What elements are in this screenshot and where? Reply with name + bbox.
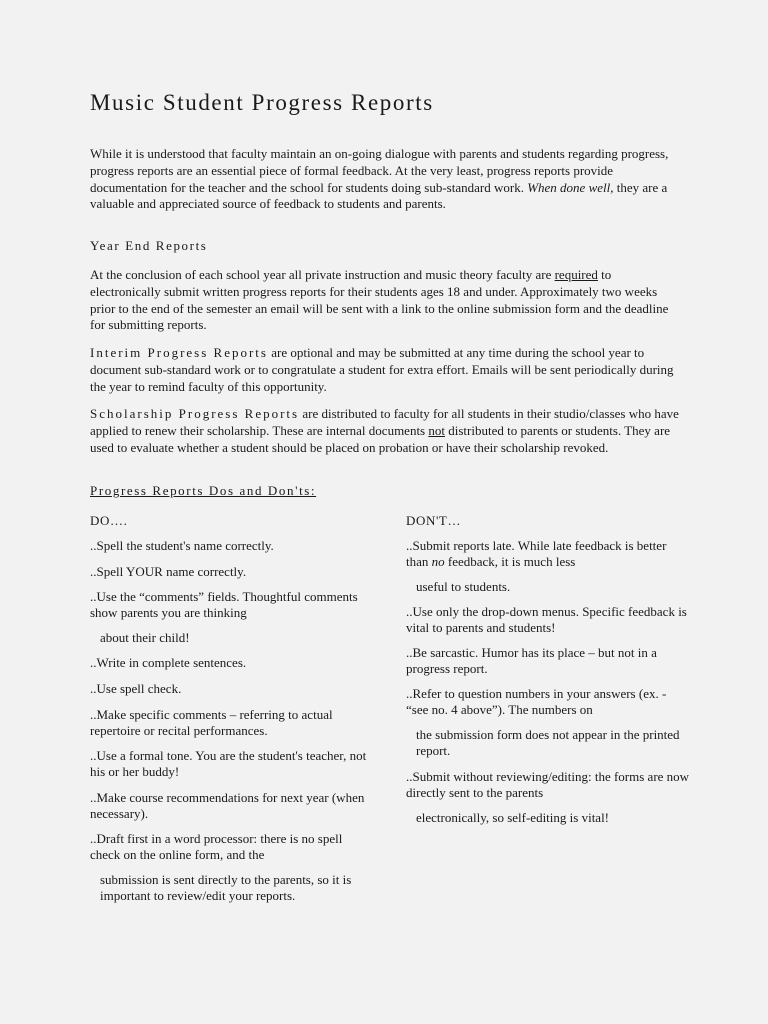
dont-item-continued: useful to students. (416, 579, 511, 594)
interim-lead: Interim Progress Reports (90, 345, 268, 360)
scholarship-lead: Scholarship Progress Reports (90, 406, 300, 421)
dont-item-text: ..Submit reports late. While late feedback is better than (406, 538, 667, 569)
year-end-paragraph (90, 267, 680, 334)
do-item: ..Spell the student's name correctly. (90, 538, 274, 553)
dont-heading: DON'T… (406, 513, 462, 528)
do-item: ..Use a formal tone. You are the student's teacher, not his or her buddy! (90, 748, 367, 779)
required-word: required (554, 267, 598, 282)
intro-italic: When done well, (527, 179, 614, 195)
intro-paragraph (90, 146, 680, 213)
intro-text-end: they are a valuable and appreciated source of feedback to students and parents. (90, 179, 668, 212)
dont-item-text-end: feedback, it is much less (444, 554, 576, 569)
scholarship-paragraph (90, 406, 680, 456)
year-end-text-end: to electronically submit written progress reports for their students ages 18 and under. Approximately two weeks prior to the end of the semester an email will be sent with a link to the online submission form and the deadline for submitting reports. (90, 267, 669, 333)
scholarship-text-end: distributed to parents or students. They are used to evaluate whether a student should be placed on probation or have their scholarship revoked. (90, 422, 671, 455)
not-word: not (428, 422, 445, 438)
interim-paragraph (90, 345, 680, 395)
do-item: ..Make course recommendations for next year (when necessary). (90, 790, 365, 821)
do-item-continued: about their child! (100, 630, 190, 645)
dont-item-continued: electronically, so self-editing is vital! (416, 810, 610, 825)
dont-item-continued: the submission form does not appear in the printed report. (416, 727, 680, 758)
dont-item (406, 538, 691, 570)
do-item: ..Make specific comments – referring to actual repertoire or recital performances. (90, 707, 333, 738)
do-item: ..Spell YOUR name correctly. (90, 564, 247, 579)
do-item: ..Write in complete sentences. (90, 655, 247, 670)
year-end-heading: Year End Reports (90, 238, 208, 253)
dont-item: ..Refer to question numbers in your answers (ex. - “see no. 4 above”). The numbers on (406, 686, 667, 717)
dont-item: ..Be sarcastic. Humor has its place – but not in a progress report. (406, 645, 657, 676)
no-word: no (431, 554, 445, 569)
scholarship-text: are distributed to faculty for all students in their studio/classes who have applied to renew their scholarship. These are internal documents (90, 406, 679, 438)
do-item: ..Use spell check. (90, 681, 182, 696)
interim-text: are optional and may be submitted at any time during the school year to document sub-standard work or to congratulate a student for extra effort. Emails will be sent periodically during the year to remind faculty of this opportunity. (90, 345, 674, 394)
do-item-continued: submission is sent directly to the parents, so it is important to review/edit your reports. (100, 872, 352, 903)
year-end-text: At the conclusion of each school year all private instruction and music theory faculty are (90, 267, 555, 282)
dont-item: ..Submit without reviewing/editing: the forms are now directly sent to the parents (406, 769, 690, 800)
intro-text: While it is understood that faculty maintain an on-going dialogue with parents and students regarding progress, progress reports are an essential piece of formal feedback. At the very least, progress reports provide documentation for the teacher and the school for students doing sub-standard work. (90, 146, 669, 195)
dont-item: ..Use only the drop-down menus. Specific feedback is vital to parents and students! (406, 604, 687, 635)
page-title: Music Student Progress Reports (90, 90, 434, 115)
do-heading: DO…. (90, 513, 128, 528)
dos-donts-heading: Progress Reports Dos and Don'ts: (90, 483, 317, 498)
do-item: ..Draft first in a word processor: there is no spell check on the online form, and the (90, 831, 343, 862)
do-item: ..Use the “comments” fields. Thoughtful comments show parents you are thinking (90, 589, 358, 620)
